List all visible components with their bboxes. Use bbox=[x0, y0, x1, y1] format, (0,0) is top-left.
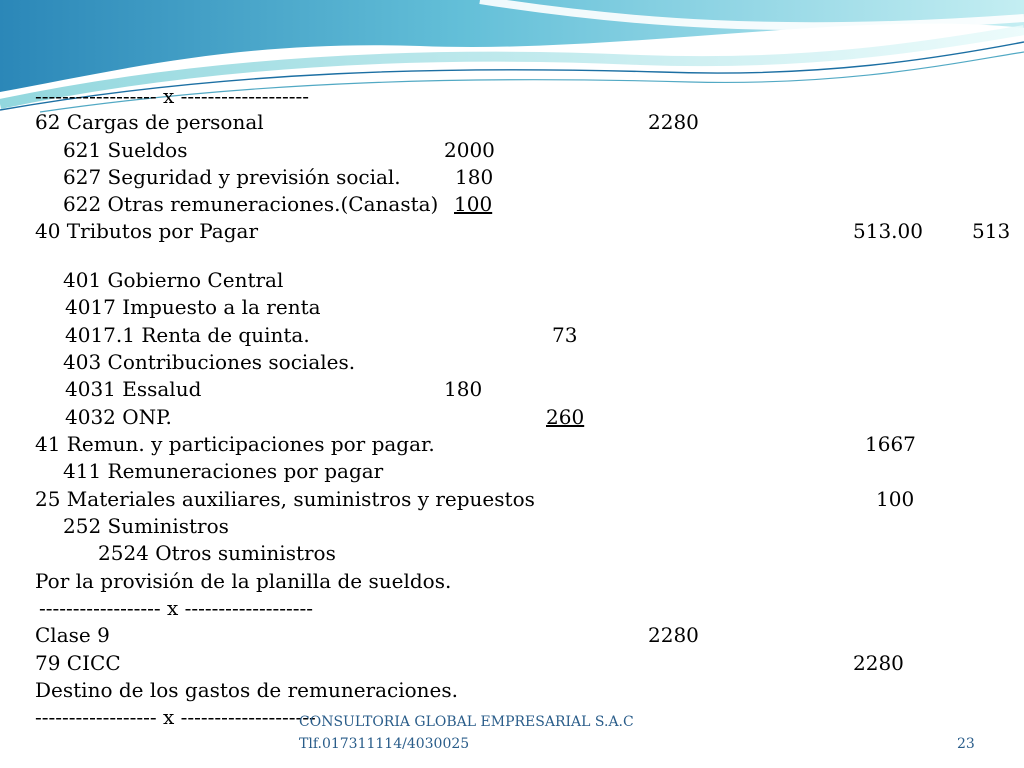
account-627-label: 627 Seguridad y previsión social. bbox=[63, 165, 401, 189]
account-62-debit: 2280 bbox=[648, 110, 699, 134]
account-4031-label: 4031 Essalud bbox=[65, 377, 202, 401]
account-40-total: 513 bbox=[972, 219, 1011, 243]
account-79-credit: 2280 bbox=[853, 651, 904, 675]
account-25-label: 25 Materiales auxiliares, suministros y repuestos bbox=[35, 487, 535, 511]
account-411-label: 411 Remuneraciones por pagar bbox=[63, 459, 384, 483]
account-627-amount: 180 bbox=[455, 165, 494, 189]
account-621-label: 621 Sueldos bbox=[63, 138, 188, 162]
account-4032-amount: 260 bbox=[546, 405, 585, 429]
gloss-provision: Por la provisión de la planilla de sueldos. bbox=[35, 569, 452, 593]
account-4032-label: 4032 ONP. bbox=[65, 405, 172, 429]
account-25-credit: 100 bbox=[876, 487, 915, 511]
account-62-label: 62 Cargas de personal bbox=[35, 110, 264, 134]
clase-9-debit: 2280 bbox=[648, 623, 699, 647]
account-79-label: 79 CICC bbox=[35, 651, 121, 675]
separator-line: ------------------ x -------------------- bbox=[35, 705, 316, 729]
page-number: 23 bbox=[957, 736, 975, 752]
account-401-label: 401 Gobierno Central bbox=[63, 268, 284, 292]
separator-line: ------------------ x ------------------- bbox=[39, 596, 314, 620]
account-622-amount: 100 bbox=[454, 192, 493, 216]
account-40-label: 40 Tributos por Pagar bbox=[35, 219, 259, 243]
account-4031-amount: 180 bbox=[444, 377, 483, 401]
account-621-amount: 2000 bbox=[444, 138, 495, 162]
account-252-label: 252 Suministros bbox=[63, 514, 229, 538]
account-4017-1-amount: 73 bbox=[552, 323, 578, 347]
clase-9-label: Clase 9 bbox=[35, 623, 110, 647]
account-622-label: 622 Otras remuneraciones.(Canasta) bbox=[63, 192, 439, 216]
account-41-label: 41 Remun. y participaciones por pagar. bbox=[35, 432, 435, 456]
account-4017-1-label: 4017.1 Renta de quinta. bbox=[65, 323, 310, 347]
account-40-credit: 513.00 bbox=[853, 219, 923, 243]
gloss-destino: Destino de los gastos de remuneraciones. bbox=[35, 678, 459, 702]
footer-phone: Tlf.017311114/4030025 bbox=[299, 736, 470, 752]
account-403-label: 403 Contribuciones sociales. bbox=[63, 350, 356, 374]
footer-company: CONSULTORIA GLOBAL EMPRESARIAL S.A.C bbox=[299, 714, 634, 730]
separator-line: ------------------ x ------------------- bbox=[35, 84, 310, 108]
account-41-credit: 1667 bbox=[865, 432, 916, 456]
account-4017-label: 4017 Impuesto a la renta bbox=[65, 295, 321, 319]
account-2524-label: 2524 Otros suministros bbox=[98, 541, 336, 565]
